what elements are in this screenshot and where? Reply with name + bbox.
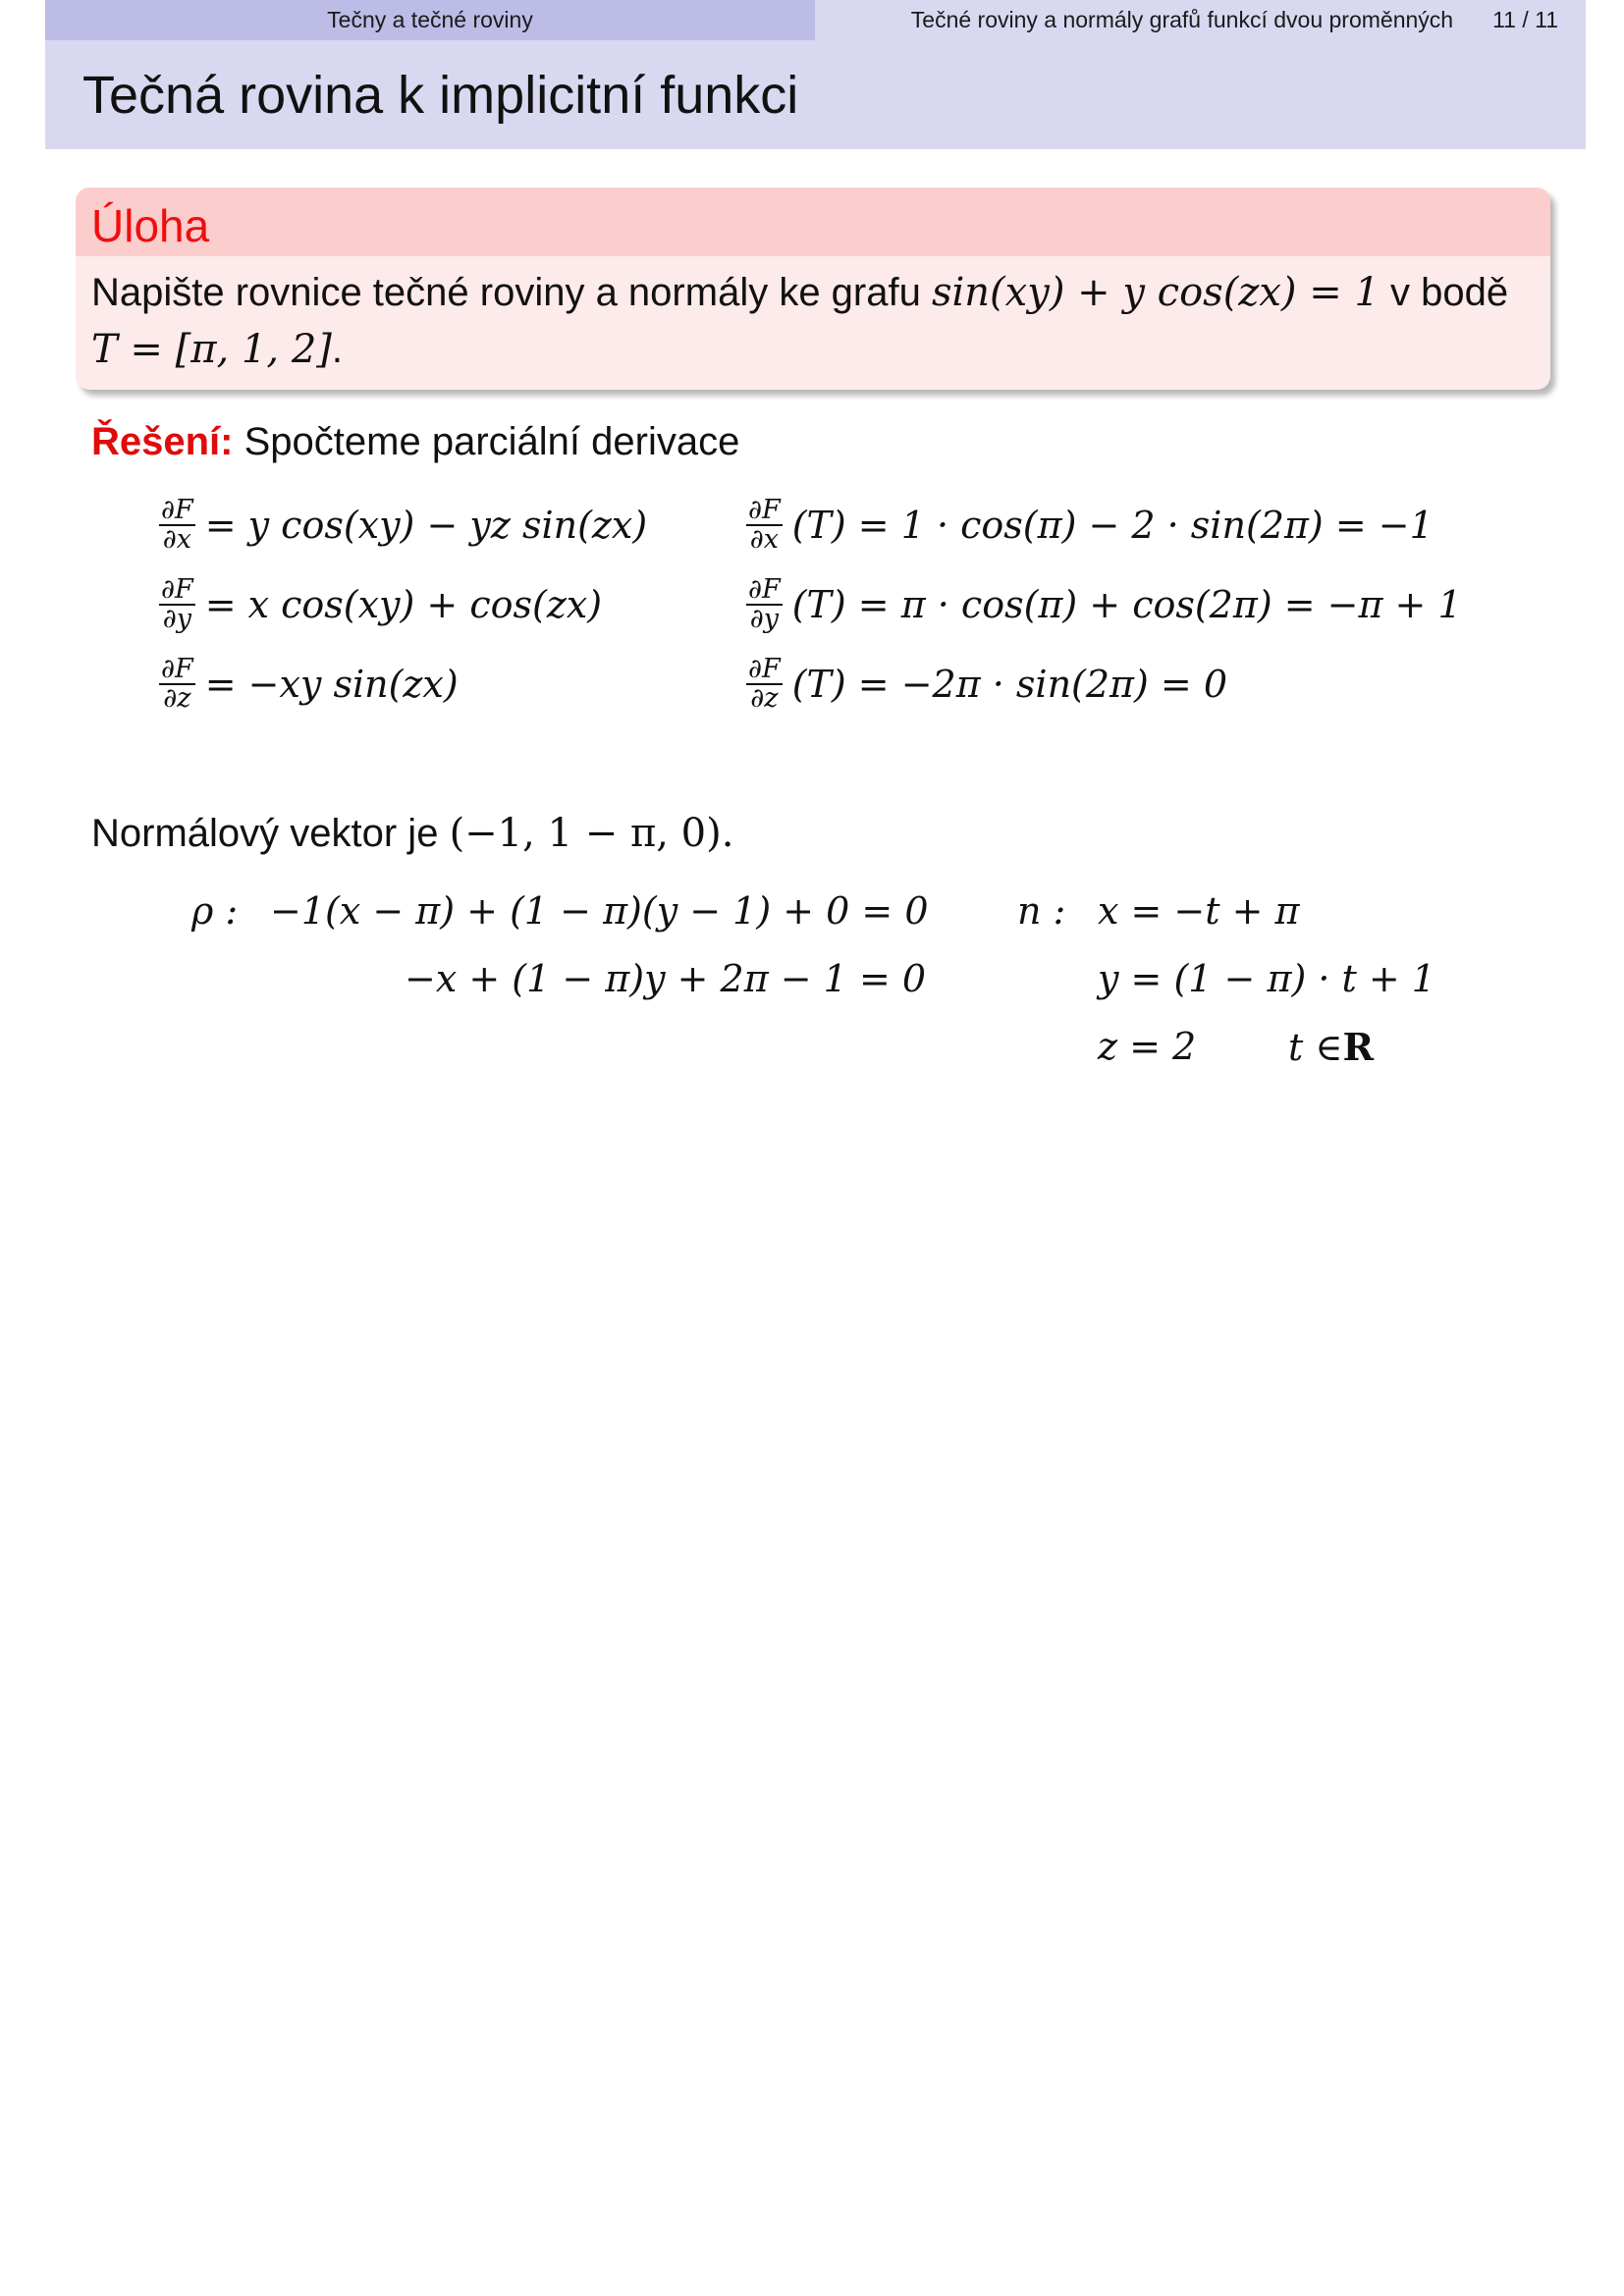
problem-equation: sin(xy) + y cos(zx) = 1 xyxy=(931,270,1380,315)
tangent-plane-equation-1: −1(x − π) + (1 − π)(y − 1) + 0 = 0 xyxy=(270,889,929,933)
solution-intro-text: Spočteme parciální derivace xyxy=(244,420,740,463)
derivative-x-at-point-value: (T) = 1 · cos(π) − 2 · sin(2π) = −1 xyxy=(791,504,1434,547)
normal-vector-sentence xyxy=(91,811,733,856)
fraction-dF-dy-at-T: $\frac{\partial F}{\partial y}$ xyxy=(748,574,781,634)
real-numbers-symbol: R xyxy=(1342,1025,1375,1069)
problem-point: T = [π, 1, 2] xyxy=(91,327,332,372)
tangent-plane-equation-2: −x + (1 − π)y + 2π − 1 = 0 xyxy=(405,957,927,1000)
derivative-x xyxy=(159,497,647,554)
problem-text-mid: v bodě xyxy=(1379,271,1509,314)
problem-block-title: Úloha xyxy=(76,187,1550,256)
derivative-z xyxy=(159,656,459,713)
frame-title: Tečná rovina k implicitní funkci xyxy=(45,40,1586,149)
problem-block-body xyxy=(76,256,1550,378)
derivative-y-expr: = x cos(xy) + cos(zx) xyxy=(204,583,603,626)
derivative-y-at-point-value: (T) = π · cos(π) + cos(2π) = −π + 1 xyxy=(791,583,1462,626)
header-subsection xyxy=(815,0,1586,40)
fraction-dF-dy: $\frac{\partial F}{\partial y}$ xyxy=(161,574,193,634)
normal-vector-text: Normálový vektor je xyxy=(91,812,450,855)
normal-line-equation-z: z = 2 xyxy=(1098,1025,1197,1068)
normal-vector-value: (−1, 1 − π, 0). xyxy=(449,811,734,856)
fraction-dF-dz: $\frac{\partial F}{\partial z}$ xyxy=(161,654,193,714)
page-number: 11 / 11 xyxy=(1492,7,1558,32)
derivative-y-at-point xyxy=(746,576,1462,633)
normal-line-symbol: n : xyxy=(1017,889,1066,933)
normal-line-parameter: t ∈ R xyxy=(1288,1025,1375,1069)
tangent-plane-symbol: ρ : xyxy=(191,889,239,933)
derivative-y xyxy=(159,576,602,633)
fraction-dF-dx: $\frac{\partial F}{\partial x}$ xyxy=(161,495,193,555)
normal-line-equation-y: y = (1 − π) · t + 1 xyxy=(1098,957,1435,1000)
header-subsection-title: Tečné roviny a normály grafů funkcí dvou proměnných xyxy=(910,7,1454,32)
derivative-z-expr: = −xy sin(zx) xyxy=(204,663,459,706)
derivative-z-at-point xyxy=(746,656,1227,713)
problem-text-suffix: . xyxy=(331,328,344,371)
problem-text-prefix: Napište rovnice tečné roviny a normály ke grafu xyxy=(91,271,932,314)
fraction-dF-dx-at-T: $\frac{\partial F}{\partial x}$ xyxy=(748,495,781,555)
derivative-x-expr: = y cos(xy) − yz sin(zx) xyxy=(204,504,648,547)
solution-label: Řešení: xyxy=(91,420,234,463)
normal-line-equation-x: x = −t + π xyxy=(1098,889,1300,933)
derivative-x-at-point xyxy=(746,497,1434,554)
header-section-title: Tečny a tečné roviny xyxy=(45,0,815,40)
fraction-dF-dz-at-T: $\frac{\partial F}{\partial z}$ xyxy=(748,654,781,714)
solution-intro xyxy=(91,420,739,464)
problem-block xyxy=(76,187,1550,390)
derivative-z-at-point-value: (T) = −2π · sin(2π) = 0 xyxy=(791,663,1228,706)
